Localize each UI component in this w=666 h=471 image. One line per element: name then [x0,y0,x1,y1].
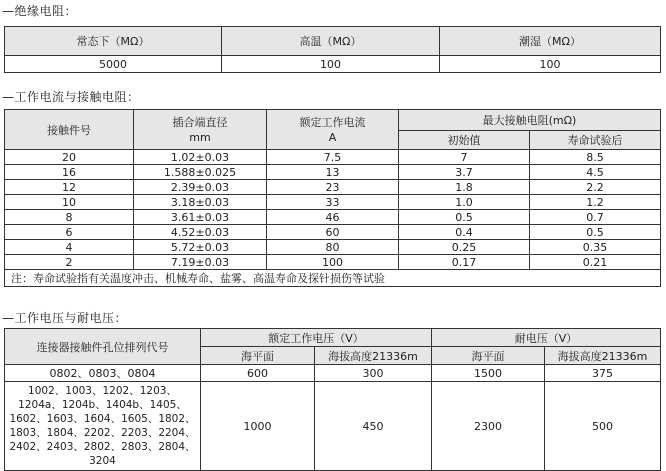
wv-sea-cell: 1500 [432,365,545,382]
contact-no-cell: 10 [5,195,134,210]
note-row [5,270,661,287]
contact-no-cell: 12 [5,180,134,195]
table-row [5,210,661,225]
contact-no-cell: 4 [5,240,134,255]
header-rated-voltage: 额定工作电压（V） [201,329,432,347]
diameter-cell: 4.52±0.03 [134,225,267,240]
after-life-resistance-cell: 0.21 [530,255,661,270]
header-rv-altitude: 海拔高度21336m [315,347,432,365]
contact-no-cell: 2 [5,255,134,270]
table-row [5,225,661,240]
diameter-cell: 3.61±0.03 [134,210,267,225]
header-withstand-voltage: 耐电压（V） [432,329,661,347]
table-header-row [5,110,661,131]
insulation-section-title: —绝缘电阻： [2,4,78,18]
after-life-resistance-cell: 2.2 [530,180,661,195]
rated-current-cell: 13 [267,165,399,180]
after-life-resistance-cell: 4.5 [530,165,661,180]
diameter-cell: 7.19±0.03 [134,255,267,270]
initial-resistance-cell: 1.0 [399,195,530,210]
code-cell: 1002、1003、1202、1203、1204a、1204b、1404b、1405、1602、1603、1604、1605、1802、1803、1804、2202、2203、2204、2402、2403、2802、2803、2804、3204 [5,382,201,471]
wv-sea-cell: 2300 [432,382,545,471]
rated-current-cell: 60 [267,225,399,240]
initial-resistance-cell: 0.25 [399,240,530,255]
current-table [4,109,661,287]
header-rated-current-label: 额定工作电流 [299,115,366,129]
value-high-temp: 100 [222,56,440,73]
voltage-section-title: —工作电压与耐电压： [2,311,128,325]
contact-no-cell: 8 [5,210,134,225]
rv-alt-cell: 300 [315,365,432,382]
header-wv-sea-level: 海平面 [432,347,545,365]
initial-resistance-cell: 1.8 [399,180,530,195]
initial-resistance-cell: 0.5 [399,210,530,225]
header-contact-no: 接触件号 [5,110,134,150]
diameter-cell: 2.39±0.03 [134,180,267,195]
contact-no-cell: 20 [5,150,134,165]
after-life-resistance-cell: 0.35 [530,240,661,255]
rv-sea-cell: 1000 [201,382,315,471]
header-normal: 常态下（MΩ） [5,27,222,56]
header-code: 连接器接触件孔位排列代号 [5,329,201,365]
table-row [5,365,661,382]
value-normal: 5000 [5,56,222,73]
diameter-cell: 3.18±0.03 [134,195,267,210]
header-humid: 潮湿（MΩ） [440,27,661,56]
initial-resistance-cell: 0.4 [399,225,530,240]
table-row [5,255,661,270]
header-rated-current [267,110,399,150]
table-row [5,165,661,180]
diameter-cell: 1.02±0.03 [134,150,267,165]
diameter-cell: 1.588±0.025 [134,165,267,180]
table-row [5,180,661,195]
initial-resistance-cell: 0.17 [399,255,530,270]
wv-alt-cell: 500 [545,382,661,471]
insulation-table [4,26,661,73]
header-after-life: 寿命试验后 [530,131,661,150]
initial-resistance-cell: 7 [399,150,530,165]
contact-no-cell: 16 [5,165,134,180]
table-header-row [5,329,661,347]
after-life-resistance-cell: 8.5 [530,150,661,165]
table-row [5,240,661,255]
value-humid: 100 [440,56,661,73]
header-rv-sea-level: 海平面 [201,347,315,365]
header-max-resistance: 最大接触电阻(mΩ) [399,110,661,131]
after-life-resistance-cell: 1.2 [530,195,661,210]
wv-alt-cell: 375 [545,365,661,382]
diameter-cell: 5.72±0.03 [134,240,267,255]
note-text: 注：寿命试验指有关温度冲击、机械寿命、盐雾、高温寿命及探针损伤等试验 [5,270,661,287]
table-row [5,56,661,73]
header-initial: 初始值 [399,131,530,150]
header-rated-current-unit: A [328,130,337,144]
after-life-resistance-cell: 0.7 [530,210,661,225]
rated-current-cell: 23 [267,180,399,195]
header-diameter-label: 插合端直径 [172,115,228,129]
after-life-resistance-cell: 0.5 [530,225,661,240]
rated-current-cell: 7.5 [267,150,399,165]
current-section-title: —工作电流与接触电阻： [2,90,140,104]
code-cell: 0802、0803、0804 [5,365,201,382]
table-row [5,195,661,210]
table-row [5,382,661,471]
table-header-row [5,27,661,56]
header-high-temp: 高温（MΩ） [222,27,440,56]
rv-alt-cell: 450 [315,382,432,471]
initial-resistance-cell: 3.7 [399,165,530,180]
header-wv-altitude: 海拔高度21336m [545,347,661,365]
header-diameter-unit: mm [189,130,211,144]
rated-current-cell: 46 [267,210,399,225]
voltage-table [4,328,661,471]
rated-current-cell: 100 [267,255,399,270]
rv-sea-cell: 600 [201,365,315,382]
contact-no-cell: 6 [5,225,134,240]
table-row [5,150,661,165]
header-diameter [134,110,267,150]
rated-current-cell: 33 [267,195,399,210]
rated-current-cell: 80 [267,240,399,255]
